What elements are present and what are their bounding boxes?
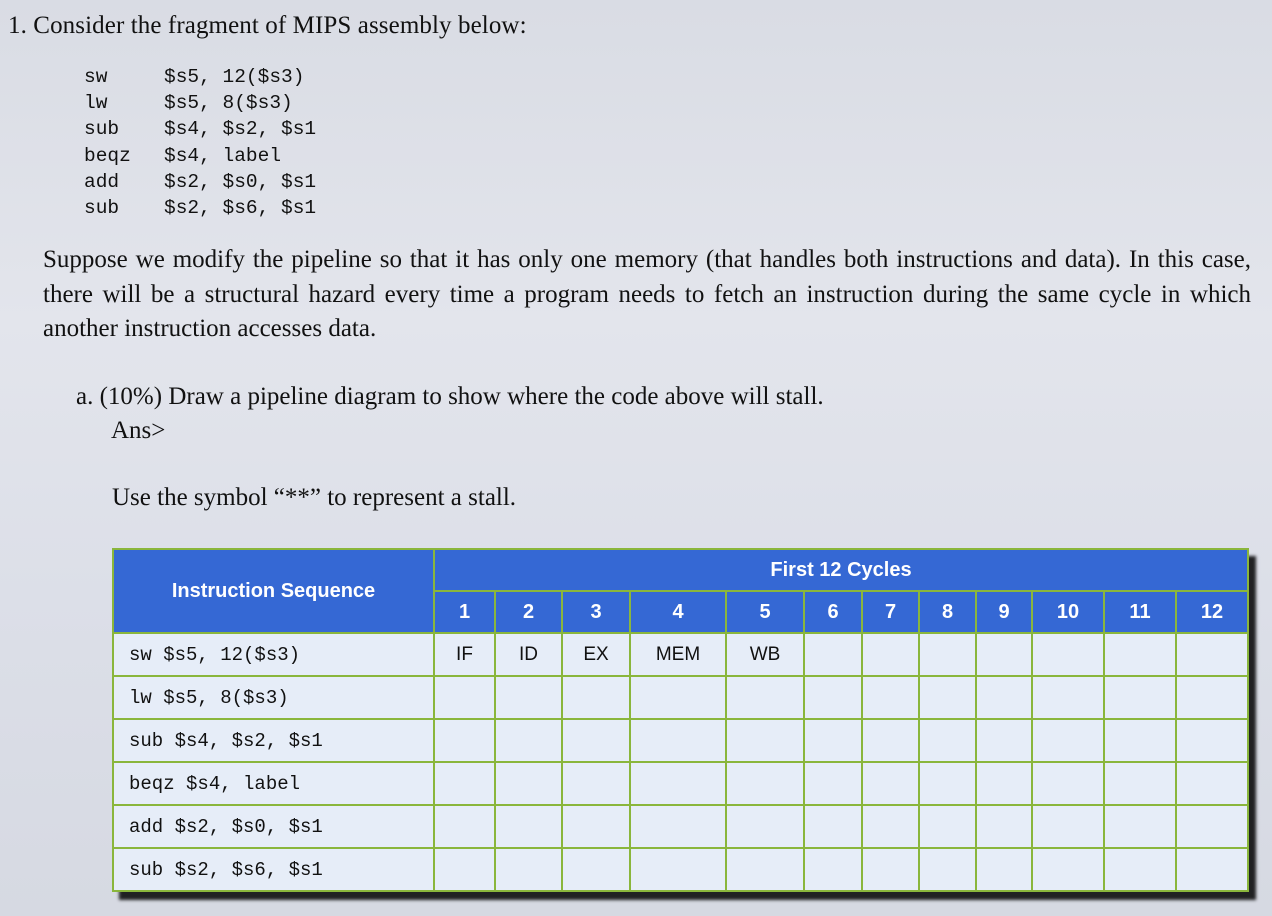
stage-cell[interactable]: WB <box>726 633 804 676</box>
table-row <box>113 633 1248 676</box>
code-line <box>84 64 316 90</box>
stage-cell[interactable] <box>630 848 726 891</box>
code-line <box>84 90 316 116</box>
stage-cell[interactable] <box>919 676 976 719</box>
stage-cell[interactable] <box>1176 805 1248 848</box>
stage-cell[interactable] <box>1176 762 1248 805</box>
code-args: $s2, $s0, $s1 <box>164 170 317 193</box>
stage-cell[interactable] <box>976 633 1032 676</box>
stage-cell[interactable] <box>562 848 630 891</box>
stage-cell[interactable] <box>434 762 495 805</box>
stage-cell[interactable] <box>562 719 630 762</box>
stage-cell[interactable] <box>1032 633 1104 676</box>
stage-cell[interactable] <box>976 848 1032 891</box>
instruction-cell: beqz $s4, label <box>113 762 434 805</box>
stage-cell[interactable] <box>919 719 976 762</box>
code-line <box>84 143 316 169</box>
stage-cell[interactable] <box>1104 676 1176 719</box>
stage-cell[interactable] <box>1032 762 1104 805</box>
stage-cell[interactable] <box>1104 848 1176 891</box>
stage-cell[interactable] <box>630 719 726 762</box>
part-a <box>76 380 824 448</box>
stage-cell[interactable] <box>1176 719 1248 762</box>
stage-cell[interactable] <box>1032 719 1104 762</box>
code-args: $s5, 12($s3) <box>164 66 305 88</box>
table-row <box>113 762 1248 805</box>
stage-cell[interactable] <box>862 805 919 848</box>
answer-label: Ans> <box>111 417 166 444</box>
stage-cell[interactable] <box>804 719 862 762</box>
pipeline-table <box>112 548 1249 892</box>
stage-cell[interactable] <box>862 848 919 891</box>
instruction-cell: lw $s5, 8($s3) <box>113 676 434 719</box>
code-op: sub <box>84 118 120 141</box>
stage-cell[interactable] <box>1104 633 1176 676</box>
instruction-cell: sw $s5, 12($s3) <box>113 633 434 676</box>
stage-cell[interactable] <box>434 805 495 848</box>
stage-cell[interactable] <box>1032 848 1104 891</box>
stage-cell[interactable] <box>1104 762 1176 805</box>
stage-cell[interactable] <box>562 762 630 805</box>
code-op: sub <box>84 196 120 219</box>
stage-cell[interactable]: MEM <box>630 633 726 676</box>
stage-cell[interactable] <box>495 762 562 805</box>
cycle-header: 7 <box>862 591 919 633</box>
stage-cell[interactable] <box>495 848 562 891</box>
stage-cell[interactable] <box>726 848 804 891</box>
part-a-text: a. (10%) Draw a pipeline diagram to show where the code above will stall. <box>76 383 824 410</box>
code-args: $s5, 8($s3) <box>164 92 293 115</box>
code-op: add <box>84 170 120 193</box>
instruction-cell: sub $s2, $s6, $s1 <box>113 848 434 891</box>
code-args: $s2, $s6, $s1 <box>164 196 317 219</box>
stage-cell[interactable] <box>919 762 976 805</box>
stall-note: Use the symbol “**” to represent a stall. <box>112 484 517 511</box>
stage-cell[interactable] <box>1032 805 1104 848</box>
code-block <box>84 64 316 221</box>
stage-cell[interactable]: EX <box>562 633 630 676</box>
cycle-header: 10 <box>1032 591 1104 633</box>
stage-cell[interactable] <box>976 805 1032 848</box>
header-first-cycles: First 12 Cycles <box>434 549 1248 591</box>
stage-cell[interactable] <box>919 633 976 676</box>
code-line <box>84 195 316 221</box>
cycle-header: 8 <box>919 591 976 633</box>
stage-cell[interactable] <box>804 676 862 719</box>
stage-cell[interactable] <box>495 676 562 719</box>
stage-cell[interactable] <box>862 719 919 762</box>
table-row <box>113 848 1248 891</box>
stage-cell[interactable] <box>804 633 862 676</box>
header-instruction-sequence: Instruction Sequence <box>113 549 434 633</box>
hazard-paragraph: Suppose we modify the pipeline so that it has only one memory (that handles both instructions and data). In this case, there will be a structural hazard every time a program needs to fetch an instruction during the same cycle in which another instruction accesses data. <box>43 246 1251 342</box>
stage-cell[interactable] <box>630 676 726 719</box>
instruction-cell: sub $s4, $s2, $s1 <box>113 719 434 762</box>
cycle-header: 6 <box>804 591 862 633</box>
cycle-header: 5 <box>726 591 804 633</box>
stage-cell[interactable] <box>1176 633 1248 676</box>
stage-cell[interactable] <box>976 719 1032 762</box>
cycle-header: 2 <box>495 591 562 633</box>
question-title: 1. Consider the fragment of MIPS assembly below: <box>8 12 527 39</box>
cycle-header: 4 <box>630 591 726 633</box>
stage-cell[interactable] <box>726 676 804 719</box>
stage-cell[interactable] <box>1176 848 1248 891</box>
code-args: $s4, $s2, $s1 <box>164 118 317 141</box>
cycle-header: 11 <box>1104 591 1176 633</box>
stage-cell[interactable] <box>804 848 862 891</box>
stage-cell[interactable] <box>976 676 1032 719</box>
table-row <box>113 805 1248 848</box>
stage-cell[interactable] <box>1176 676 1248 719</box>
stage-cell[interactable] <box>1104 719 1176 762</box>
stage-cell[interactable]: IF <box>434 633 495 676</box>
stage-cell[interactable] <box>919 848 976 891</box>
stage-cell[interactable] <box>562 805 630 848</box>
stage-cell[interactable] <box>434 848 495 891</box>
stage-cell[interactable] <box>726 762 804 805</box>
code-op: sw <box>84 66 108 88</box>
stage-cell[interactable] <box>862 633 919 676</box>
stage-cell[interactable] <box>919 805 976 848</box>
stage-cell[interactable] <box>862 762 919 805</box>
stage-cell[interactable]: ID <box>495 633 562 676</box>
cycle-header: 3 <box>562 591 630 633</box>
stage-cell[interactable] <box>630 762 726 805</box>
table-row <box>113 719 1248 762</box>
cycle-header: 1 <box>434 591 495 633</box>
table-row <box>113 676 1248 719</box>
pipeline-table-wrapper <box>112 548 1249 892</box>
stage-cell[interactable] <box>862 676 919 719</box>
code-line <box>84 169 316 195</box>
stage-cell[interactable] <box>726 805 804 848</box>
instruction-cell: add $s2, $s0, $s1 <box>113 805 434 848</box>
stage-cell[interactable] <box>1032 676 1104 719</box>
code-op: beqz <box>84 144 131 167</box>
stage-cell[interactable] <box>434 676 495 719</box>
stage-cell[interactable] <box>495 805 562 848</box>
stage-cell[interactable] <box>562 676 630 719</box>
stage-cell[interactable] <box>495 719 562 762</box>
stage-cell[interactable] <box>434 719 495 762</box>
stage-cell[interactable] <box>726 719 804 762</box>
code-line <box>84 116 316 142</box>
stage-cell[interactable] <box>976 762 1032 805</box>
code-op: lw <box>84 92 108 115</box>
cycle-header: 12 <box>1176 591 1248 633</box>
code-args: $s4, label <box>164 144 282 167</box>
stage-cell[interactable] <box>630 805 726 848</box>
stage-cell[interactable] <box>804 762 862 805</box>
cycle-header: 9 <box>976 591 1032 633</box>
stage-cell[interactable] <box>804 805 862 848</box>
stage-cell[interactable] <box>1104 805 1176 848</box>
